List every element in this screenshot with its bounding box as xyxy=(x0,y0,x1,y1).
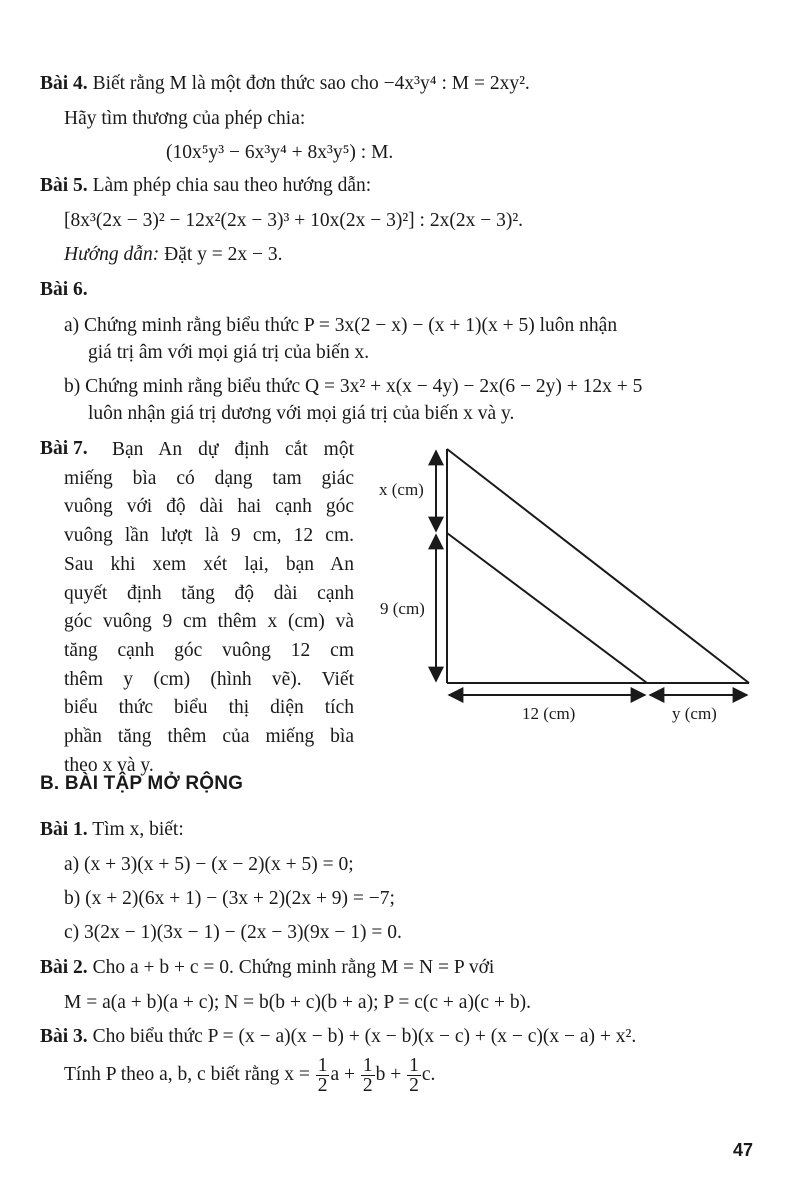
text: c. xyxy=(421,1064,436,1085)
text: Tính P theo a, b, c biết rằng x = xyxy=(64,1064,310,1085)
formula: M = a(a + b)(a + c); N = b(b + c)(b + a); P = c(c + a)(c + b). xyxy=(64,992,531,1013)
advanced-exercise-3 xyxy=(40,1024,636,1050)
hint xyxy=(64,242,283,268)
exercise-text: Cho biểu thức P = (x − a)(x − b) + (x − b)(x − c) + (x − c)(x − a) + x². xyxy=(92,1026,637,1047)
text-line: thêm y (cm) (hình vẽ). Viết xyxy=(64,668,354,690)
advanced-exercise-1 xyxy=(40,817,184,843)
fraction-half xyxy=(361,1056,375,1095)
exercise-label: Bài 7. xyxy=(40,438,88,459)
exercise-item: a) (x + 3)(x + 5) − (x − 2)(x + 5) = 0; xyxy=(64,854,354,875)
fraction-half xyxy=(316,1056,330,1095)
formula: (10x⁵y³ − 6x³y⁴ + 8x³y⁵) : M. xyxy=(166,142,394,163)
label-12: 12 (cm) xyxy=(522,704,576,723)
fraction-numerator: 1 xyxy=(362,1055,373,1077)
hint-text: Đặt y = 2x − 3. xyxy=(164,244,283,265)
exercise-4 xyxy=(40,71,530,97)
exercise-item: giá trị âm với mọi giá trị của biến x. xyxy=(88,342,370,363)
exercise-label: Bài 4. xyxy=(40,73,88,94)
exercise-item: luôn nhận giá trị dương với mọi giá trị của biến x và y. xyxy=(88,403,515,424)
exercise-label: Bài 3. xyxy=(40,1026,88,1047)
label-9: 9 (cm) xyxy=(380,599,425,618)
text-line: vuông lần lượt là 9 cm, 12 cm. xyxy=(64,525,354,547)
text-line: Bạn An dự định cắt một xyxy=(112,439,354,460)
text-line: theo x và y. xyxy=(64,754,154,776)
label-y: y (cm) xyxy=(672,704,717,723)
exercise-item: b) Chứng minh rằng biểu thức Q = 3x² + x(x − 4y) − 2x(6 − 2y) + 12x + 5 xyxy=(64,376,643,397)
small-triangle-hypotenuse xyxy=(447,533,647,683)
exercise-5 xyxy=(40,173,371,199)
triangle-figure xyxy=(360,440,760,730)
text-line: vuông với độ dài hai cạnh góc xyxy=(64,496,354,518)
exercise-text: Làm phép chia sau theo hướng dẫn: xyxy=(92,175,372,196)
exercise-text-with-fractions xyxy=(64,1055,435,1095)
text-line: miếng bìa có dạng tam giác xyxy=(64,467,354,489)
exercise-label: Bài 5. xyxy=(40,175,88,196)
fraction-denominator: 2 xyxy=(317,1075,328,1097)
text-line: quyết định tăng độ dài cạnh xyxy=(64,582,354,604)
text: b + xyxy=(375,1064,402,1085)
fraction-denominator: 2 xyxy=(409,1075,419,1097)
fraction-denominator: 2 xyxy=(362,1075,373,1097)
exercise-item: a) Chứng minh rằng biểu thức P = 3x(2 − x) − (x + 1)(x + 5) luôn nhận xyxy=(64,315,618,336)
formula: [8x³(2x − 3)² − 12x²(2x − 3)³ + 10x(2x − 3)²] : 2x(2x − 3)². xyxy=(64,210,524,231)
exercise-label: Bài 1. xyxy=(40,819,88,840)
hint-label: Hướng dẫn: xyxy=(64,244,160,265)
advanced-exercise-2 xyxy=(40,955,494,981)
exercise-text: Tìm x, biết: xyxy=(92,819,184,840)
fraction-numerator: 1 xyxy=(409,1055,419,1077)
section-heading: B. BÀI TẬP MỞ RỘNG xyxy=(40,773,244,794)
text-line: tăng cạnh góc vuông 12 cm xyxy=(64,639,354,661)
exercise-6 xyxy=(40,277,88,303)
text-line: góc vuông 9 cm thêm x (cm) và xyxy=(64,611,354,633)
fraction-numerator: 1 xyxy=(317,1055,328,1077)
text: a + xyxy=(330,1064,356,1085)
exercise-text: Cho a + b + c = 0. Chứng minh rằng M = N = P với xyxy=(92,957,495,978)
label-x: x (cm) xyxy=(379,480,424,499)
exercise-item: b) (x + 2)(6x + 1) − (3x + 2)(2x + 9) = −7; xyxy=(64,888,395,909)
fraction-half xyxy=(407,1056,421,1095)
text-line: biểu thức biểu thị diện tích xyxy=(64,697,354,719)
exercise-label: Bài 6. xyxy=(40,279,88,300)
exercise-7-text xyxy=(64,436,354,780)
exercise-text: Biết rằng M là một đơn thức sao cho −4x³y⁴ : M = 2xy². xyxy=(92,73,530,94)
exercise-text: Hãy tìm thương của phép chia: xyxy=(64,108,306,129)
text-line: Sau khi xem xét lại, bạn An xyxy=(64,553,354,575)
text-line: phần tăng thêm của miếng bìa xyxy=(64,726,354,748)
exercise-item: c) 3(2x − 1)(3x − 1) − (2x − 3)(9x − 1) = 0. xyxy=(64,922,402,943)
page-number: 47 xyxy=(733,1140,754,1160)
exercise-label: Bài 2. xyxy=(40,957,88,978)
